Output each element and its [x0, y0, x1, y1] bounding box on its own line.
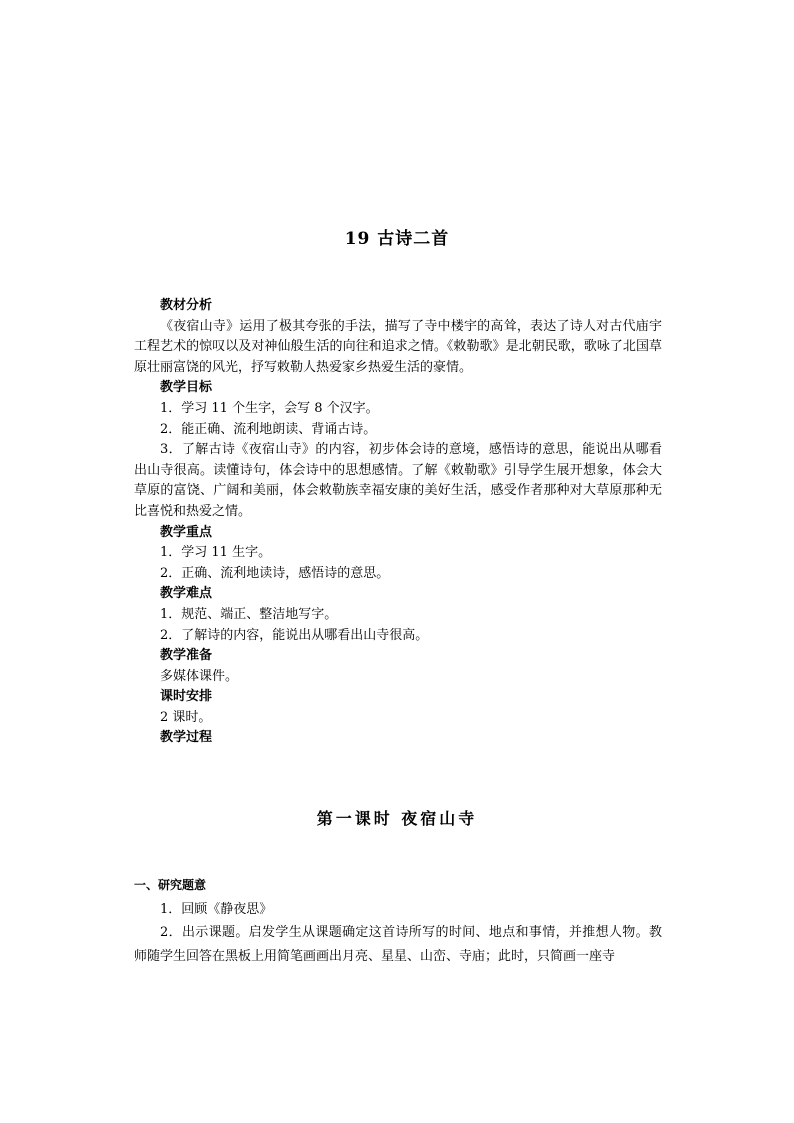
prep-text: 多媒体课件。	[160, 668, 239, 684]
lesson-subheading: 一、研究题意	[134, 878, 207, 892]
lesson-title: 第一课时 夜宿山寺	[316, 809, 478, 828]
lesson-plan-body	[134, 296, 662, 749]
difficult-item: 2．了解诗的内容，能说出从哪看出山寺很高。	[160, 627, 429, 643]
key-item: 1．学习 11 生字。	[160, 545, 272, 561]
goal-item: 2．能正确、流利地朗读、背诵古诗。	[160, 421, 377, 437]
difficult-heading: 教学难点	[160, 586, 213, 602]
difficult-item: 1．规范、端正、整洁地写字。	[160, 606, 338, 622]
goal-item: 3．了解古诗《夜宿山寺》的内容，初步体会诗的意境，感悟诗的意思，能说出从哪看出山寺很高。读懂诗句，体会诗中的思想感情。了解《敕勒歌》引导学生展开想象，体会大草原的富饶、广阔和美丽，体会敕勒族幸福安康的美好生活，感受作者那种对大草原那种无比喜悦和热爱之情。	[134, 442, 662, 519]
analysis-text: 《夜宿山寺》运用了极其夸张的手法，描写了寺中楼宇的高耸，表达了诗人对古代庙宇工程艺术的惊叹以及对神仙般生活的向往和追求之情。《敕勒歌》是北朝民歌，歌咏了北国草原壮丽富饶的风光，抒写敕勒人热爱家乡热爱生活的豪情。	[134, 318, 662, 375]
process-heading: 教学过程	[160, 730, 213, 746]
goal-item: 1．学习 11 个生字，会写 8 个汉字。	[160, 400, 379, 416]
prep-heading: 教学准备	[160, 648, 213, 664]
schedule-heading: 课时安排	[160, 689, 213, 705]
lesson-step: 1．回顾《静夜思》	[160, 901, 273, 917]
lesson-body	[134, 874, 662, 968]
analysis-heading: 教材分析	[160, 298, 213, 313]
key-item: 2．正确、流利地读诗，感悟诗的意思。	[160, 565, 390, 581]
lesson-step: 2．出示课题。启发学生从课题确定这首诗所写的时间、地点和事情，并推想人物。教师随学生回答在黑板上用简笔画画出月亮、星星、山峦、寺庙；此时，只简画一座寺	[134, 925, 662, 964]
goals-heading: 教学目标	[160, 380, 213, 396]
key-heading: 教学重点	[160, 524, 213, 540]
page-title: 19 古诗二首	[344, 229, 450, 249]
schedule-text: 2 课时。	[160, 709, 212, 725]
